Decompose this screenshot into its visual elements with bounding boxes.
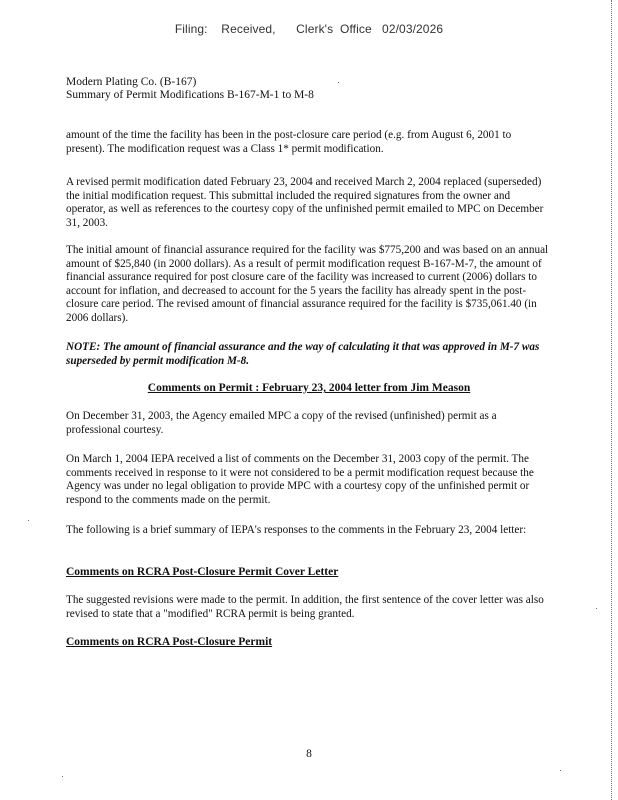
heading-post-closure-permit-comments: Comments on RCRA Post-Closure Permit xyxy=(66,636,273,648)
scan-speck xyxy=(62,776,63,777)
scan-edge-line xyxy=(611,0,612,800)
document-header xyxy=(66,76,314,102)
filing-stamp: Filing: Received, Clerk's Office 02/03/2026 xyxy=(174,22,444,36)
scan-speck xyxy=(28,520,29,521)
header-subject: Summary of Permit Modifications B-167-M-1 to M-8 xyxy=(66,89,314,101)
paragraph-courtesy-copy: On December 31, 2003, the Agency emailed MPC a copy of the revised (unfinished) permit as a professional courtesy. xyxy=(66,410,497,436)
header-company: Modern Plating Co. (B-167) xyxy=(66,76,197,88)
paragraph-revised-modification: A revised permit modification dated February 23, 2004 and received March 2, 2004 replaced (superseded) the initial modification request. This submittal included the required signatures from the owner and operator, as well as references to the courtesy copy of the unfinished permit emailed to MPC on December 31, 2003. xyxy=(66,176,544,229)
paragraph-financial-assurance: The initial amount of financial assurance required for the facility was $775,200 and was based on an annual amount of $25,840 (in 2000 dollars). As a result of permit modification request B-167-M-7, the amount of financial assurance required for post closure care of the facility was increased to current (2006) dollars to account for inflation, and decreased to account for the 5 years the facility has already spent in the post-closure care period. The revised amount of financial assurance required for the facility is $735,061.40 (in 2006 dollars). xyxy=(66,244,549,324)
heading-comments-on-permit: Comments on Permit : February 23, 2004 letter from Jim Meason xyxy=(147,382,471,394)
scan-speck xyxy=(338,82,339,83)
paragraph-modification-class: amount of the time the facility has been in the post-closure care period (e.g. from August 6, 2001 to present). The modification request was a Class 1* permit modification. xyxy=(66,129,512,155)
paragraph-cover-letter-revisions: The suggested revisions were made to the permit. In addition, the first sentence of the cover letter was also revised to state that a "modified" RCRA permit is being granted. xyxy=(66,594,544,620)
heading-cover-letter-comments: Comments on RCRA Post-Closure Permit Cover Letter xyxy=(66,566,339,578)
scan-speck xyxy=(560,770,561,771)
scan-speck xyxy=(596,608,597,609)
paragraph-iepa-comments: On March 1, 2004 IEPA received a list of comments on the December 31, 2003 copy of the permit. The comments received in response to it were not considered to be a permit modification request because the Agency was under no legal obligation to provide MPC with a courtesy copy of the unfinished permit or respond to the comments made on the permit. xyxy=(66,453,534,506)
page-number: 8 xyxy=(306,748,312,760)
paragraph-summary-intro: The following is a brief summary of IEPA's responses to the comments in the February 23, 2004 letter: xyxy=(66,524,527,536)
note-paragraph: NOTE: The amount of financial assurance and the way of calculating it that was approved in M-7 was superseded by permit modification M-8. xyxy=(66,341,540,367)
